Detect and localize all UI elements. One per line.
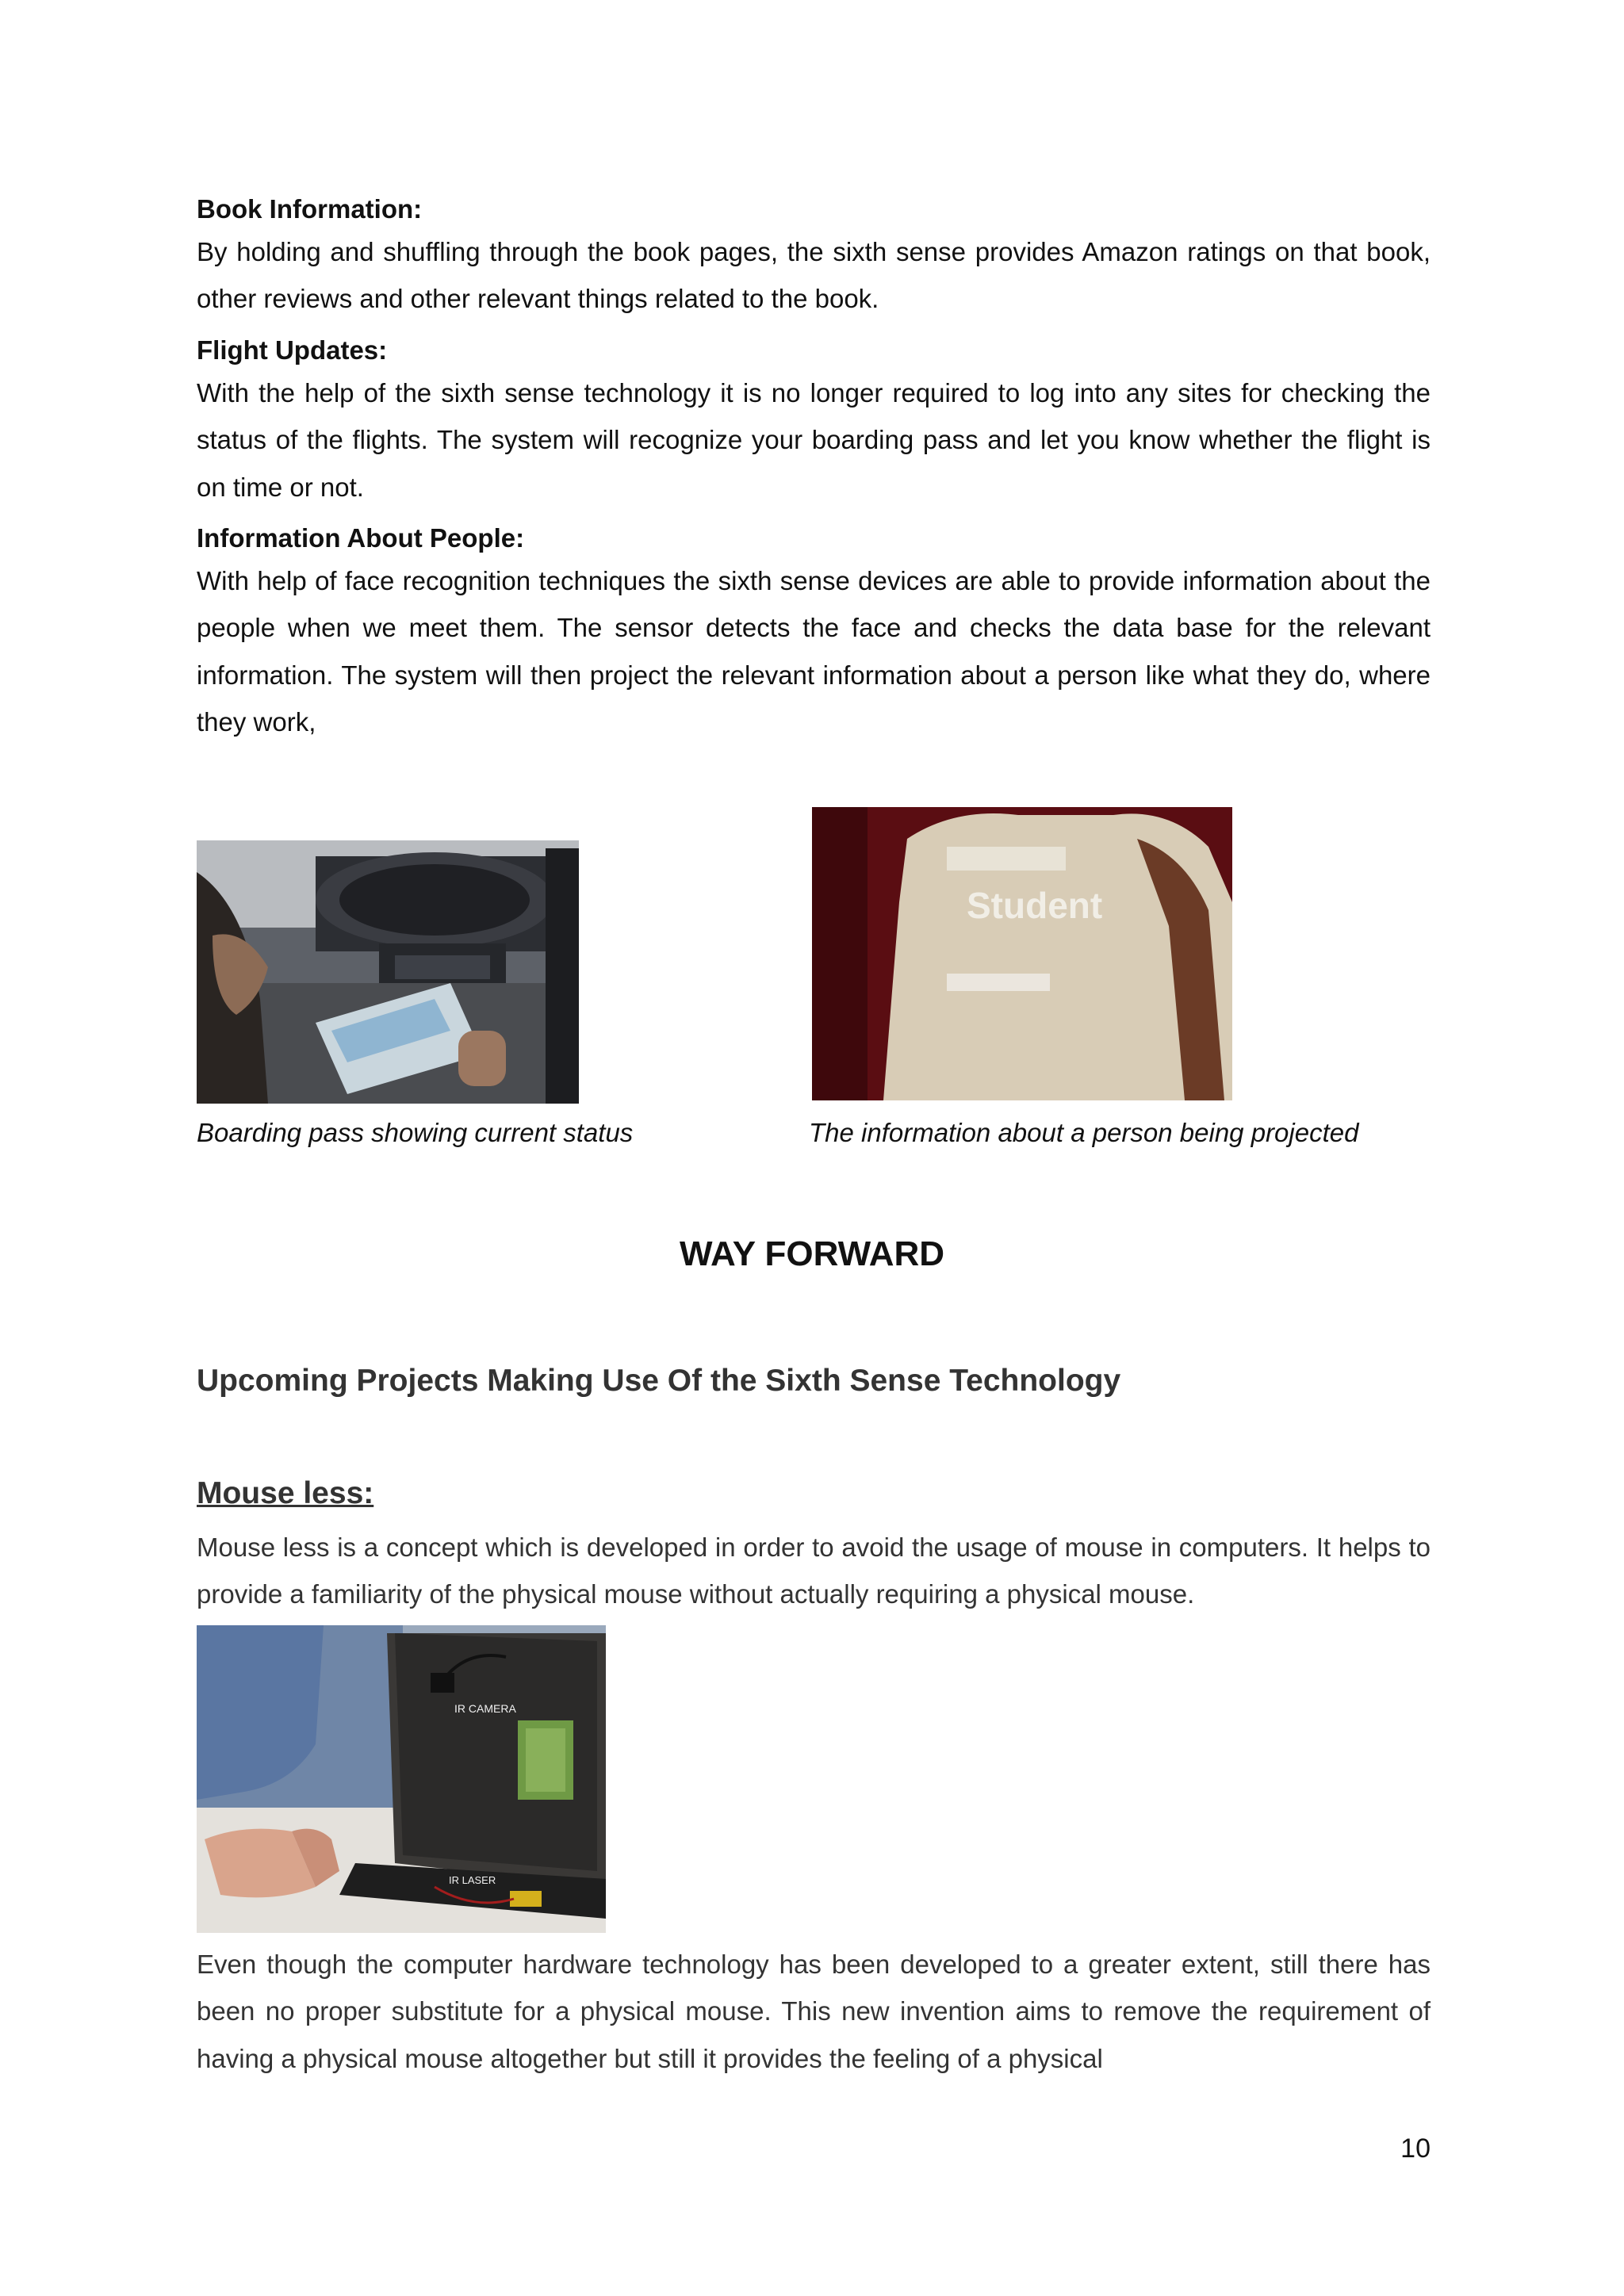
section-information-about-people xyxy=(197,519,1431,746)
mouse-less-body: Even though the computer hardware technology has been developed to a greater extent, still there has been no proper substitute for a physical mouse. This new invention aims to remove the requirement of having a physical mouse altogether but still it provides the feeling of a physical xyxy=(197,1950,1431,2073)
ir-camera-label: IR CAMERA xyxy=(454,1702,516,1715)
shirt-projected-text: Student xyxy=(967,885,1103,926)
section-paragraph: With the help of the sixth sense technology it is no longer required to log into any sites for checking the status of the flights. The system will recognize your boarding pass and let you know whether the flight is on time or not. xyxy=(197,378,1431,502)
section-heading: Information About People: xyxy=(197,523,525,553)
section-heading: Book Information: xyxy=(197,194,423,224)
mouseless-laptop-photo xyxy=(197,1625,606,1933)
section-flight-updates xyxy=(197,331,1431,511)
boarding-pass-photo xyxy=(197,840,579,1104)
mouse-less-heading: Mouse less: xyxy=(197,1476,374,1510)
page-number: 10 xyxy=(1400,2133,1431,2164)
section-book-information xyxy=(197,190,1431,323)
person-projection-caption: The information about a person being projected xyxy=(809,1118,1359,1147)
person-projection-photo xyxy=(812,807,1232,1100)
section-heading: Flight Updates: xyxy=(197,335,388,365)
way-forward-subtitle: Upcoming Projects Making Use Of the Sixth Sense Technology xyxy=(197,1364,1121,1398)
mouse-less-intro: Mouse less is a concept which is developed in order to avoid the usage of mouse in computers. It helps to provide a familiarity of the physical mouse without actually requiring a physical mouse. xyxy=(197,1533,1431,1609)
ir-laser-label: IR LASER xyxy=(449,1874,496,1886)
boarding-pass-caption: Boarding pass showing current status xyxy=(197,1118,634,1147)
section-paragraph: By holding and shuffling through the book pages, the sixth sense provides Amazon ratings on that book, other reviews and other relevant things related to the book. xyxy=(197,237,1431,314)
way-forward-title: WAY FORWARD xyxy=(679,1234,945,1273)
section-paragraph: With help of face recognition techniques the sixth sense devices are able to provide information about the people when we meet them. The sensor detects the face and checks the data base for the relevant information. The system will then project the relevant information about a person like what they do, where they work, xyxy=(197,566,1431,737)
